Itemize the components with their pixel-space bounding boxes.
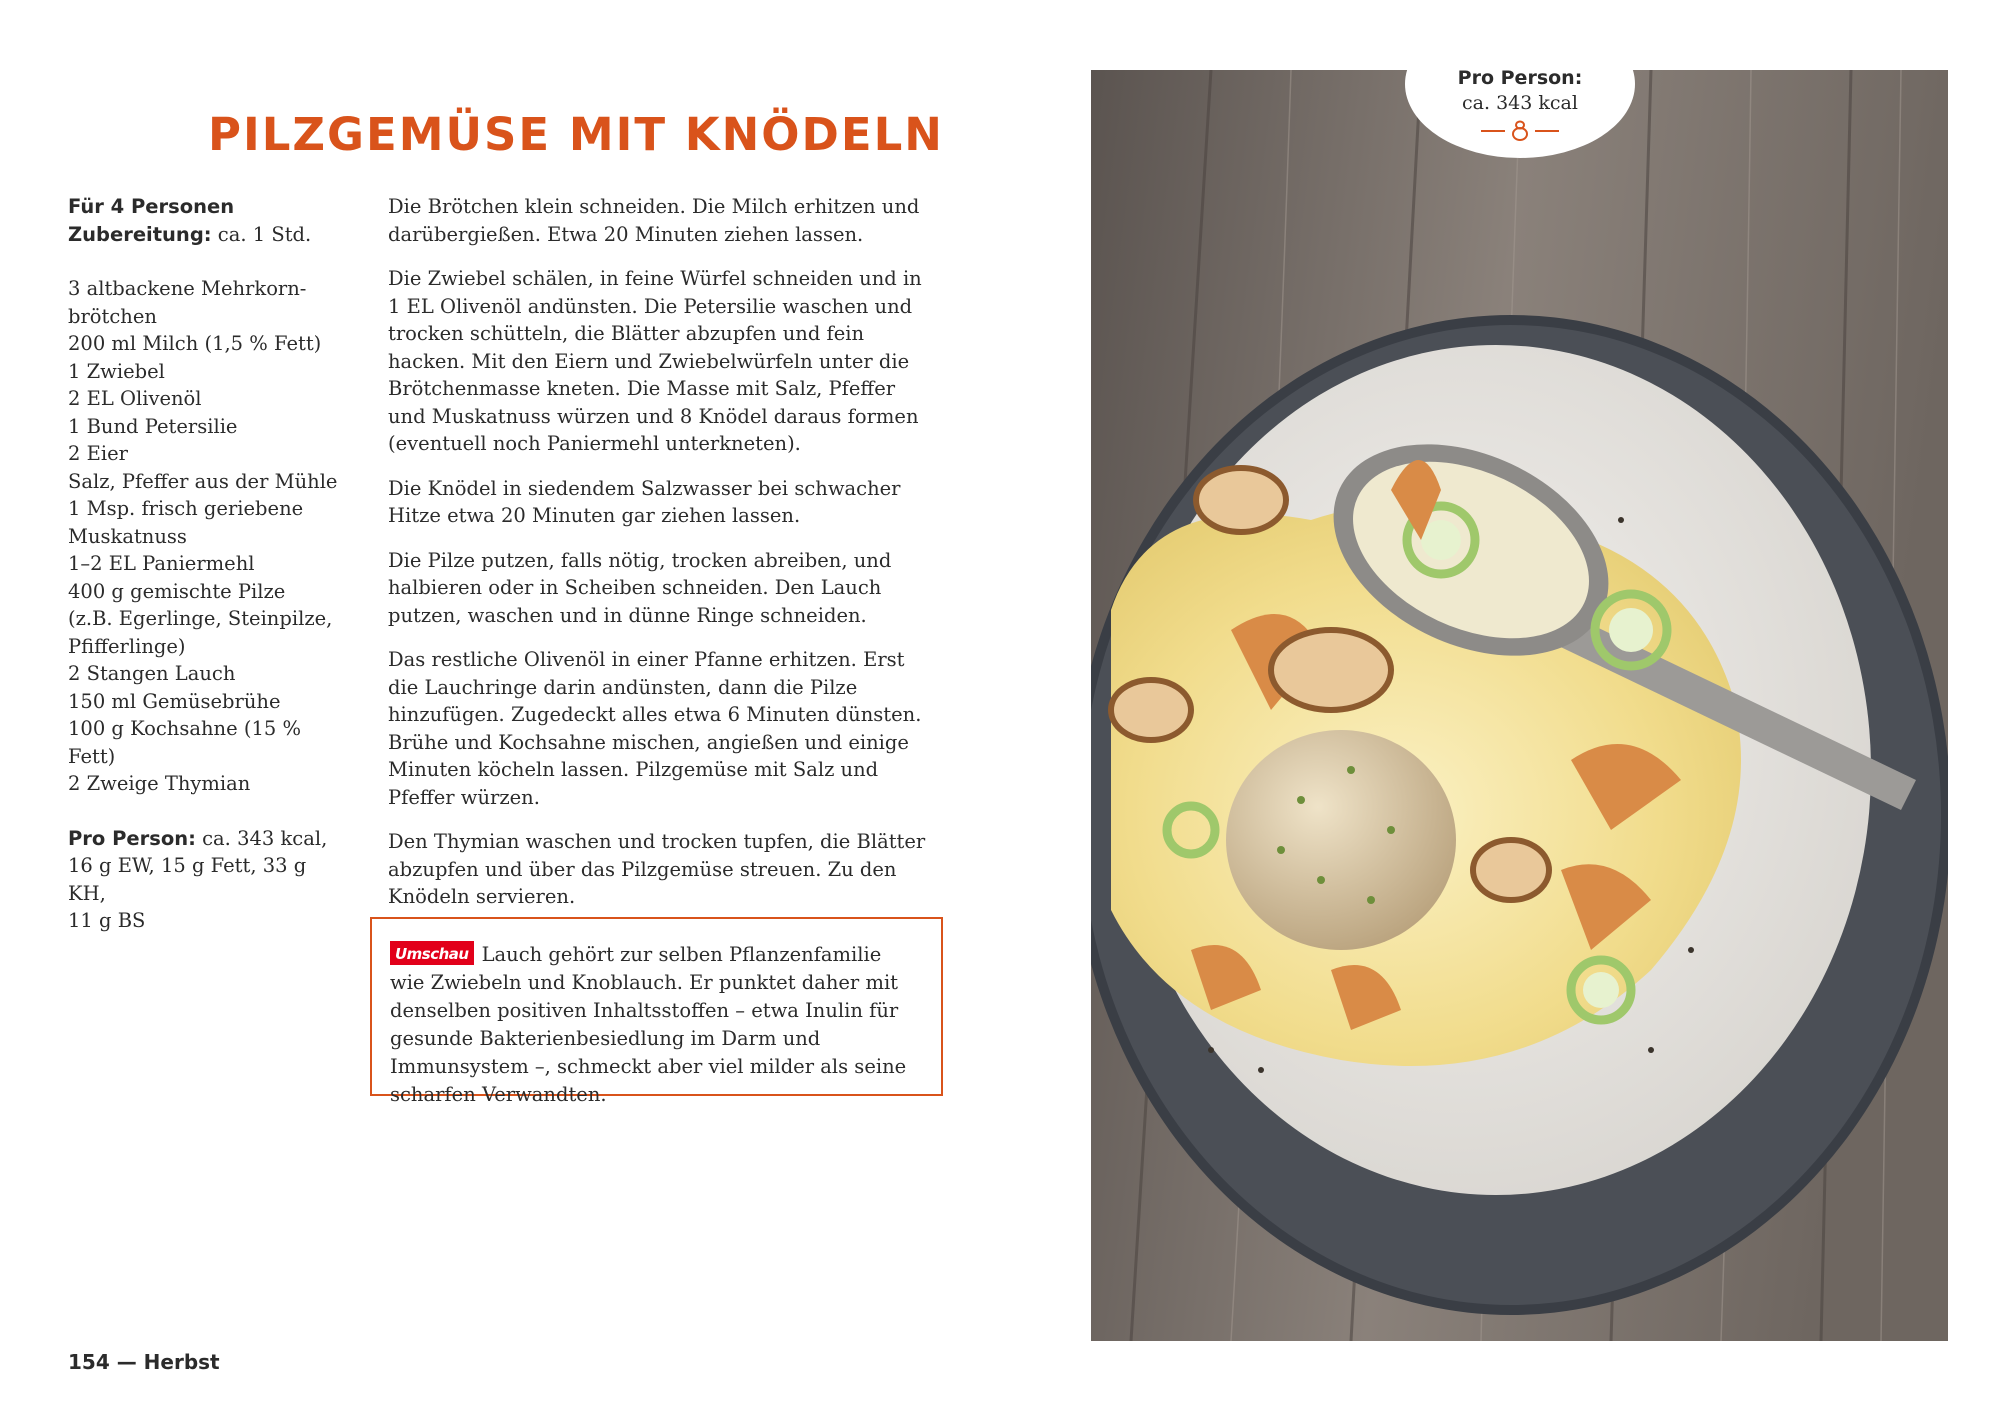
ingredient-line: 2 Zweige Thymian [68,772,251,795]
nutrition-badge [1405,10,1635,158]
ingredient-line: Muskatnuss [68,524,187,548]
ingredient-line: Pfifferlinge) [68,634,186,658]
ingredient-line: (z.B. Egerlinge, Steinpilze, [68,607,333,630]
servings: Für 4 Personen [68,195,235,218]
badge-heading: Pro Person: [1457,67,1583,89]
step-paragraph: Die Pilze putzen, falls nötig, trocken abreiben, und halbieren oder in Scheiben schneiden. Den Lauch putzen, waschen und in dünne Ringe schneiden. [388,548,892,627]
ingredient-line: 2 Eier [68,442,128,465]
recipe-title: PILZGEMÜSE MIT KNÖDELN [208,108,944,162]
ingredient-line: 100 g Kochsahne (15 % Fett) [68,717,302,768]
page-footer: 154 — Herbst [68,1350,220,1374]
ingredient-line: 3 altbackene Mehrkorn- [68,277,307,300]
nutrition-value: ca. 343 kcal, [202,826,328,850]
step-paragraph: Den Thymian waschen und trocken tupfen, die Blätter abzupfen und über das Pilzgemüse streuen. Zu den Knödeln servieren. [388,830,926,908]
ingredients-column [68,193,348,935]
badge-kcal: ca. 343 kcal [1462,92,1578,114]
nutrition-info [68,825,348,853]
ingredient-line: Salz, Pfeffer aus der Mühle [68,469,338,493]
nutrition-label: Pro Person: [68,826,196,850]
ingredient-line: 2 Stangen Lauch [68,662,236,685]
ingredient-line: 2 EL Olivenöl [68,387,202,410]
ingredient-line: 400 g gemischte Pilze [68,579,286,603]
step-paragraph: Die Brötchen klein schneiden. Die Milch erhitzen und darübergießen. Etwa 20 Minuten ziehen lassen. [388,195,920,246]
prep-label: Zubereitung: [68,222,212,246]
ingredient-line: 150 ml Gemüsebrühe [68,689,281,713]
step-paragraph: Die Knödel in siedendem Salzwasser bei schwacher Hitze etwa 20 Minuten gar ziehen lassen. [388,476,901,527]
badge-marker [1405,120,1635,142]
prep-time [68,221,348,249]
umschau-logo: Umschau [390,941,474,965]
ingredient-line: brötchen [68,304,157,328]
ingredient-line: 1 Bund Petersilie [68,414,238,438]
ingredient-line: 200 ml Milch (1,5 % Fett) [68,332,322,355]
ingredient-line: 1–2 EL Paniermehl [68,552,255,575]
prep-value: ca. 1 Std. [217,222,312,246]
ingredient-line: 1 Msp. frisch geriebene [68,497,304,520]
ingredient-line: 1 Zwiebel [68,359,165,383]
tip-text: Lauch gehört zur selben Pflanzenfamilie wie Zwiebeln und Knoblauch. Er punktet daher mit denselben positiven Inhaltsstoffen – etwa Inulin für gesunde Bakterienbesiedlung im Darm und Immunsystem –, schmeckt aber viel milder als seine scharfen Verwandten. [390,943,907,1106]
method-column [388,193,928,928]
dumpling-icon [1511,120,1529,142]
ingredient-list [68,275,348,798]
nutrition-line-2: 16 g EW, 15 g Fett, 33 g KH, [68,854,307,905]
tip-box [370,917,943,1106]
step-paragraph: Das restliche Olivenöl in einer Pfanne erhitzen. Erst die Lauchringe darin andünsten, dann die Pilze hinzufügen. Zugedeckt alles etwa 6 Minuten dünsten. Brühe und Kochsahne mischen, angießen und einige Minuten köcheln lassen. Pilzgemüse mit Salz und Pfeffer würzen. [388,648,922,809]
dish-photo [1091,70,1948,1341]
step-paragraph: Die Zwiebel schälen, in feine Würfel schneiden und in 1 EL Olivenöl andünsten. Die Petersilie waschen und trocken schütteln, die Blätter abzupfen und fein hacken. Mit den Eiern und Zwiebelwürfeln unter die Brötchenmasse kneten. Die Masse mit Salz, Pfeffer und Muskatnuss würzen und 8 Knödel daraus formen (eventuell noch Paniermehl unterkneten). [388,267,922,455]
nutrition-line-3: 11 g BS [68,909,146,932]
